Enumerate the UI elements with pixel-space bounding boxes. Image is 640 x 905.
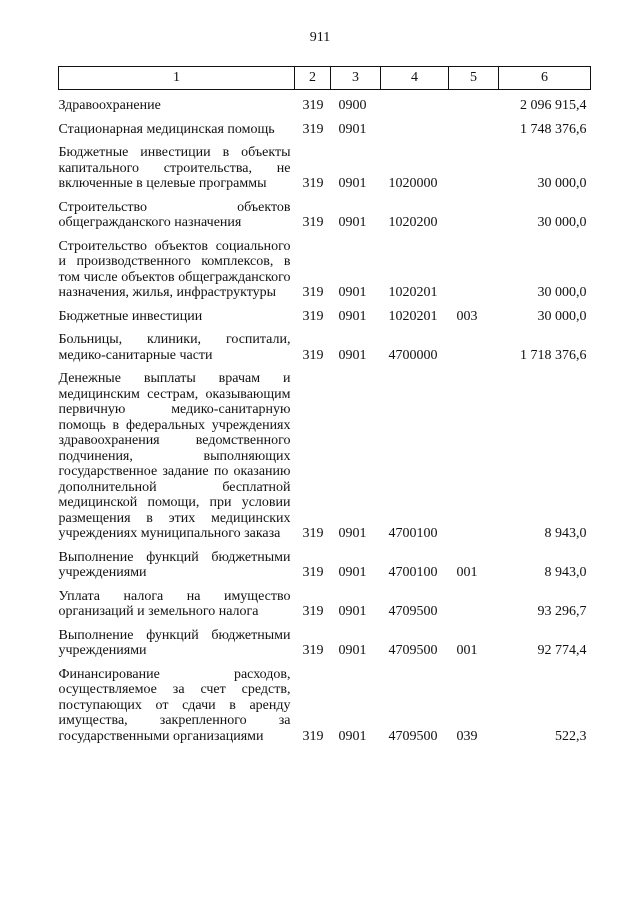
header-col-1: 1 (59, 67, 295, 90)
row-name: Уплата налога на имущество организаций и земельного налога (58, 588, 291, 619)
row-name: Строительство объектов социального и производственного комплексов, в том числе объектов общегражданского назначения, жилья, инфраструктуры (58, 238, 291, 300)
row-amount: 8 943,0 (544, 526, 587, 541)
row-code-2: 319 (302, 121, 324, 137)
row-name: Денежные выплаты врачам и медицинским сестрам, оказывающим первичную медико-санитарную помощь в федеральных учреждениях здравоохранения ведомственного подчинения, выполняющих государственное задание по оказанию дополнительной бесплатной медицинской помощи, при условии размещения в этих медицинских учреждениях муниципального заказа (58, 371, 291, 541)
row-code-2: 319 (302, 526, 324, 541)
page-number: 911 (309, 30, 331, 45)
table-row (59, 546, 591, 585)
row-code-3: 0901 (338, 604, 367, 619)
row-name: Больницы, клиники, госпитали, медико-санитарные части (58, 332, 291, 363)
row-amount: 522,3 (555, 728, 587, 744)
row-amount: 2 096 915,4 (520, 98, 587, 113)
table-row (59, 305, 591, 329)
row-code-5 (449, 90, 499, 118)
row-amount: 30 000,0 (537, 176, 587, 191)
row-code-5 (449, 118, 499, 142)
row-code-3: 0901 (338, 121, 367, 137)
row-amount: 8 943,0 (544, 565, 587, 580)
row-code-4: 1020201 (388, 308, 438, 324)
table-header (59, 67, 591, 90)
row-code-5: 003 (456, 308, 478, 324)
row-code-4 (381, 90, 449, 118)
header-col-2: 2 (295, 67, 331, 90)
row-code-3: 0901 (338, 526, 367, 541)
row-code-5 (449, 585, 499, 624)
row-code-4 (381, 118, 449, 142)
row-code-4: 4700100 (388, 526, 438, 541)
row-name: Выполнение функций бюджетными учреждениями (58, 627, 291, 658)
row-code-3: 0901 (338, 308, 367, 324)
row-code-5: 001 (456, 643, 478, 658)
row-name: Бюджетные инвестиции (58, 308, 203, 324)
row-amount: 1 748 376,6 (520, 121, 587, 137)
row-name: Бюджетные инвестиции в объекты капитального строительства, не включенные в целевые программы (58, 145, 291, 191)
row-code-2: 319 (302, 98, 324, 113)
header-col-6: 6 (499, 67, 591, 90)
row-code-2: 319 (302, 347, 324, 363)
table-row (59, 367, 591, 546)
row-code-4: 4709500 (388, 643, 438, 658)
row-code-5 (449, 328, 499, 367)
row-code-2: 319 (302, 308, 324, 324)
table-row (59, 624, 591, 663)
row-code-2: 319 (302, 565, 324, 580)
row-code-4: 4709500 (388, 604, 438, 619)
table-row (59, 118, 591, 142)
header-col-5: 5 (449, 67, 499, 90)
row-code-3: 0900 (338, 98, 367, 113)
row-code-4: 1020000 (388, 176, 438, 191)
row-code-3: 0901 (338, 565, 367, 580)
table-row (59, 141, 591, 196)
row-code-3: 0901 (338, 215, 367, 230)
row-name: Выполнение функций бюджетными учреждениями (58, 549, 291, 580)
row-code-5 (449, 141, 499, 196)
row-name: Финансирование расходов, осуществляемое за счет средств, поступающих от сдачи в аренду имущества, закрепленного за государственными организациями (58, 666, 291, 744)
header-col-3: 3 (331, 67, 381, 90)
row-code-3: 0901 (338, 728, 367, 744)
table-row (59, 196, 591, 235)
row-code-2: 319 (302, 285, 324, 300)
row-code-3: 0901 (338, 347, 367, 363)
row-code-2: 319 (302, 643, 324, 658)
row-name: Строительство объектов общегражданского назначения (58, 199, 291, 230)
row-code-3: 0901 (338, 643, 367, 658)
row-code-2: 319 (302, 604, 324, 619)
row-code-2: 319 (302, 176, 324, 191)
table-row (59, 90, 591, 118)
table-row (59, 585, 591, 624)
row-code-2: 319 (302, 728, 324, 744)
row-amount: 30 000,0 (537, 308, 587, 324)
row-amount: 30 000,0 (537, 215, 587, 230)
row-code-5 (449, 367, 499, 546)
row-name: Стационарная медицинская помощь (58, 121, 275, 137)
row-code-4: 4700100 (388, 565, 438, 580)
row-code-5: 001 (456, 565, 478, 580)
row-amount: 93 296,7 (537, 604, 587, 619)
header-row (59, 67, 591, 90)
row-amount: 1 718 376,6 (520, 347, 587, 363)
row-code-4: 4700000 (388, 347, 438, 363)
table-row (59, 328, 591, 367)
row-code-3: 0901 (338, 285, 367, 300)
table-row (59, 663, 591, 749)
row-amount: 92 774,4 (537, 643, 587, 658)
row-code-4: 1020201 (388, 285, 438, 300)
row-code-4: 1020200 (388, 215, 438, 230)
row-code-3: 0901 (338, 176, 367, 191)
row-code-5: 039 (456, 728, 478, 744)
row-code-5 (449, 196, 499, 235)
row-code-5 (449, 235, 499, 305)
row-name: Здравоохранение (58, 98, 161, 113)
budget-table (58, 66, 591, 748)
row-code-2: 319 (302, 215, 324, 230)
row-code-4: 4709500 (388, 728, 438, 744)
row-amount: 30 000,0 (537, 285, 587, 300)
table-body (59, 90, 591, 749)
table-row (59, 235, 591, 305)
header-col-4: 4 (381, 67, 449, 90)
